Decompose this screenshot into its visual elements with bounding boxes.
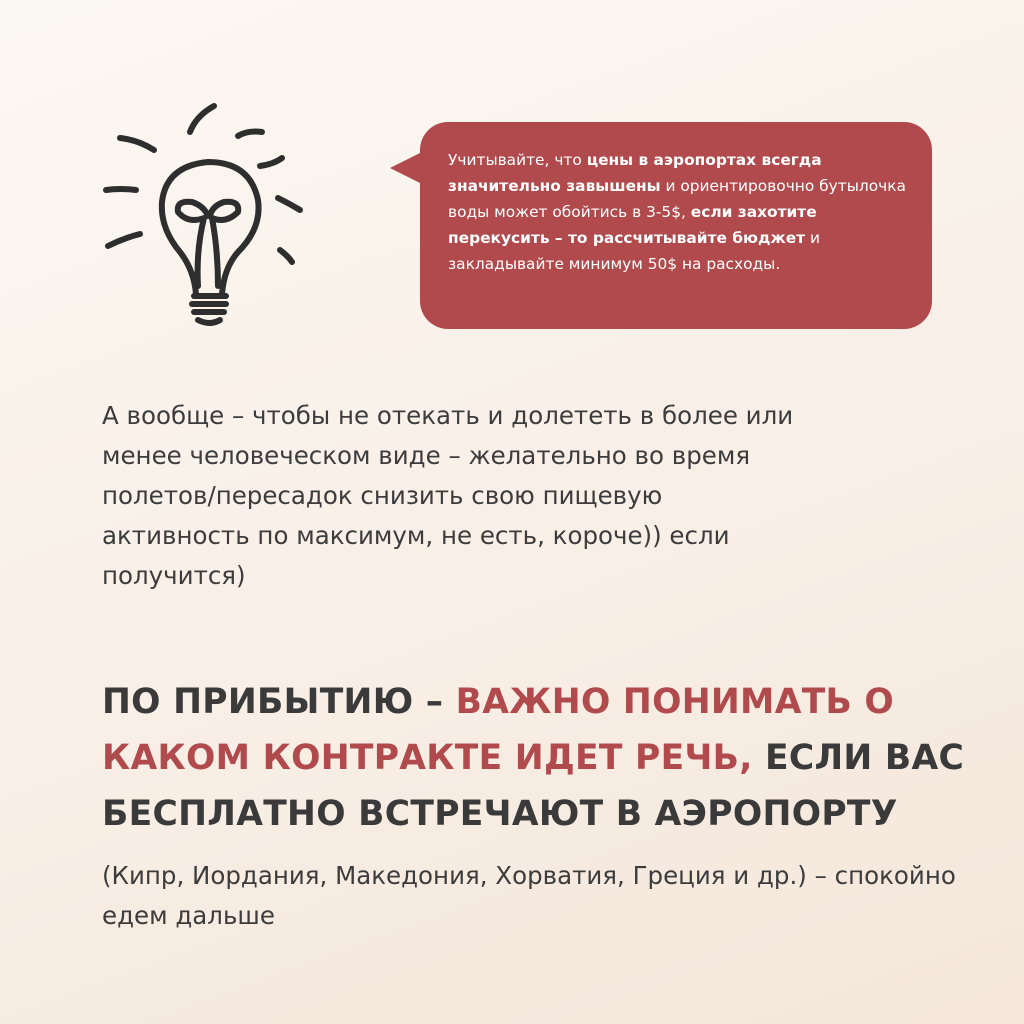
bubble-text-1: Учитывайте, что [448,151,587,169]
bubble-bold-1: цены в аэропортах всегда значительно завышены [448,151,822,195]
bubble-bold-2: если захотите перекусить – то рассчитывайте бюджет [448,203,817,247]
bubble-text-3: и закладывайте минимум 50$ на расходы. [448,229,821,273]
footnote-text: (Кипр, Иордания, Македония, Хорватия, Греция и др.) – спокойно едем дальше [102,861,956,930]
section-heading [102,674,982,842]
bubble-text-2: и ориентировочно бутылочка воды может обойтись в 3-5$, [448,177,906,221]
heading-accent: ВАЖНО ПОНИМАТЬ О КАКОМ КОНТРАКТЕ ИДЕТ РЕЧЬ, [102,682,895,778]
heading-part-1: ПО ПРИБЫТИЮ – [102,682,456,722]
lightbulb-icon [100,100,320,330]
speech-bubble [420,122,932,329]
heading-part-2: ЕСЛИ ВАС БЕСПЛАТНО ВСТРЕЧАЮТ В АЭРОПОРТУ [102,738,965,834]
speech-bubble-tail [390,152,422,184]
body-paragraph: А вообще – чтобы не отекать и долететь в более или менее человеческом виде – желательно во время полетов/пересадок снизить свою пищевую активность по максимум, не есть, короче)) если получится) [102,401,794,590]
